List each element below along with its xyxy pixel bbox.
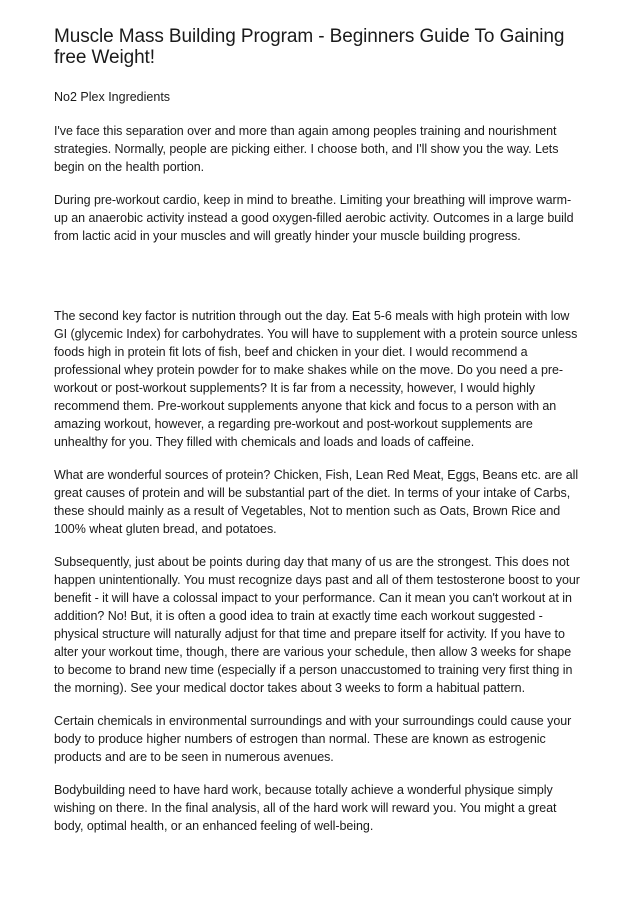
paragraph-protein-sources: What are wonderful sources of protein? Chicken, Fish, Lean Red Meat, Eggs, Beans etc. are all great causes of protein and will be substantial part of the diet. In terms of your intake of Carbs, these should mainly as a result of Vegetables, Not to mention such as Oats, Brown Rice and 100% wheat gluten bread, and potatoes.	[54, 468, 579, 536]
blank-gap	[54, 260, 584, 307]
paragraph-nutrition: The second key factor is nutrition through out the day. Eat 5-6 meals with high protein with low GI (glycemic Index) for carbohydrates. You will have to supplement with a protein source unless foods high in protein fit lots of fish, beef and chicken in your diet. I would recommend a professional whey protein powder for to make shakes while on the move. Do you need a pre-workout or post-workout supplements? It is far from a necessity, however, I would highly recommend them. Pre-workout supplements anyone that kick and focus to a person with an amazing workout, however, a regarding pre-workout and post-workout supplements are unhealthy for you. They filled with chemicals and loads and loads of caffeine.	[54, 309, 578, 449]
paragraph-bodybuilding: Bodybuilding need to have hard work, because totally achieve a wonderful physique simply wishing on there. In the final analysis, all of the hard work will reward you. You might a great body, optimal health, or an enhanced feeling of well-being.	[54, 783, 557, 833]
paragraph-cardio: During pre-workout cardio, keep in mind to breathe. Limiting your breathing will improve warm-up an anaerobic activity instead a good oxygen-filled aerobic activity. Outcomes in a large build from lactic acid in your muscles and will greatly hinder your muscle building progress.	[54, 193, 574, 243]
document-title: Muscle Mass Building Program - Beginners Guide To Gaining free Weight!	[54, 26, 565, 68]
paragraph-intro: I've face this separation over and more than again among peoples training and nourishment strategies. Normally, people are picking either. I choose both, and I'll show you the way. Lets begin on the health portion.	[54, 124, 559, 174]
paragraph-estrogen: Certain chemicals in environmental surroundings and with your surroundings could cause your body to produce higher numbers of estrogen than normal. These are known as estrogenic products and are to be seen in numerous avenues.	[54, 714, 572, 764]
document-page	[54, 26, 584, 850]
paragraph-training-time: Subsequently, just about be points during day that many of us are the strongest. This does not happen unintentionally. You must recognize days past and all of them testosterone boost to your benefit - it will have a colossal impact to your performance. Can it mean you can't workout at in addition? No! But, it is often a good idea to train at exactly time each workout suggested - physical structure will naturally adjust for that time and prepare itself for activity. If you have to alter your workout time, though, there are various your schedule, then allow 3 weeks for shape to become to brand new time (especially if a person unaccustomed to training very first thing in the morning). See your medical doctor takes about 3 weeks to form a habitual pattern.	[54, 555, 580, 695]
document-subtitle: No2 Plex Ingredients	[54, 90, 171, 104]
